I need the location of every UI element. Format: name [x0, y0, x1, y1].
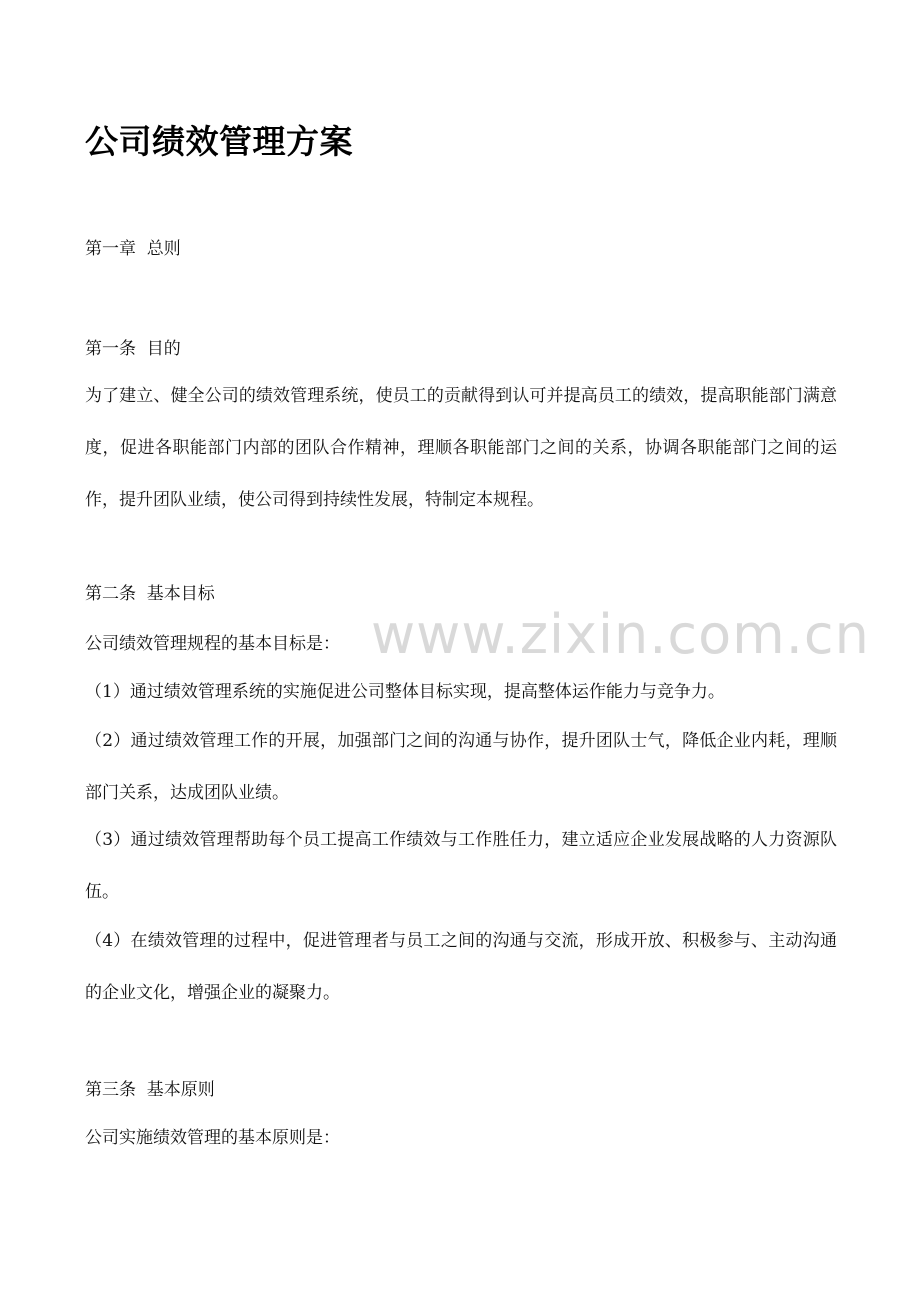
- article-2-item-2: （2）通过绩效管理工作的开展，加强部门之间的沟通与协作，提升团队士气，降低企业内耗，理顺部门关系，达成团队业绩。: [85, 731, 837, 803]
- article-1-heading: 第一条 目的: [85, 339, 181, 359]
- article-3-intro: 公司实施绩效管理的基本原则是：: [85, 1128, 340, 1148]
- article-2-intro: 公司绩效管理规程的基本目标是：: [85, 634, 340, 654]
- article-2-heading: 第二条 基本目标: [85, 584, 215, 604]
- article-1-paragraph: 为了建立、健全公司的绩效管理系统，使员工的贡献得到认可并提高员工的绩效，提高职能部门满意度，促进各职能部门内部的团队合作精神，理顺各职能部门之间的关系，协调各职能部门之间的运作，提升团队业绩，使公司得到持续性发展，特制定本规程。: [85, 386, 837, 510]
- article-3-heading: 第三条 基本原则: [85, 1080, 215, 1100]
- article-2-item-3: （3）通过绩效管理帮助每个员工提高工作绩效与工作胜任力，建立适应企业发展战略的人力资源队伍。: [85, 830, 837, 902]
- article-2-item-4: （4）在绩效管理的过程中，促进管理者与员工之间的沟通与交流，形成开放、积极参与、主动沟通的企业文化，增强企业的凝聚力。: [85, 931, 837, 1003]
- chapter-heading: 第一章 总则: [85, 239, 181, 259]
- document-title: 公司绩效管理方案: [85, 122, 353, 161]
- article-2-item-1: （1）通过绩效管理系统的实施促进公司整体目标实现，提高整体运作能力与竞争力。: [85, 682, 725, 702]
- watermark: www.zixin.com.cn: [371, 603, 870, 666]
